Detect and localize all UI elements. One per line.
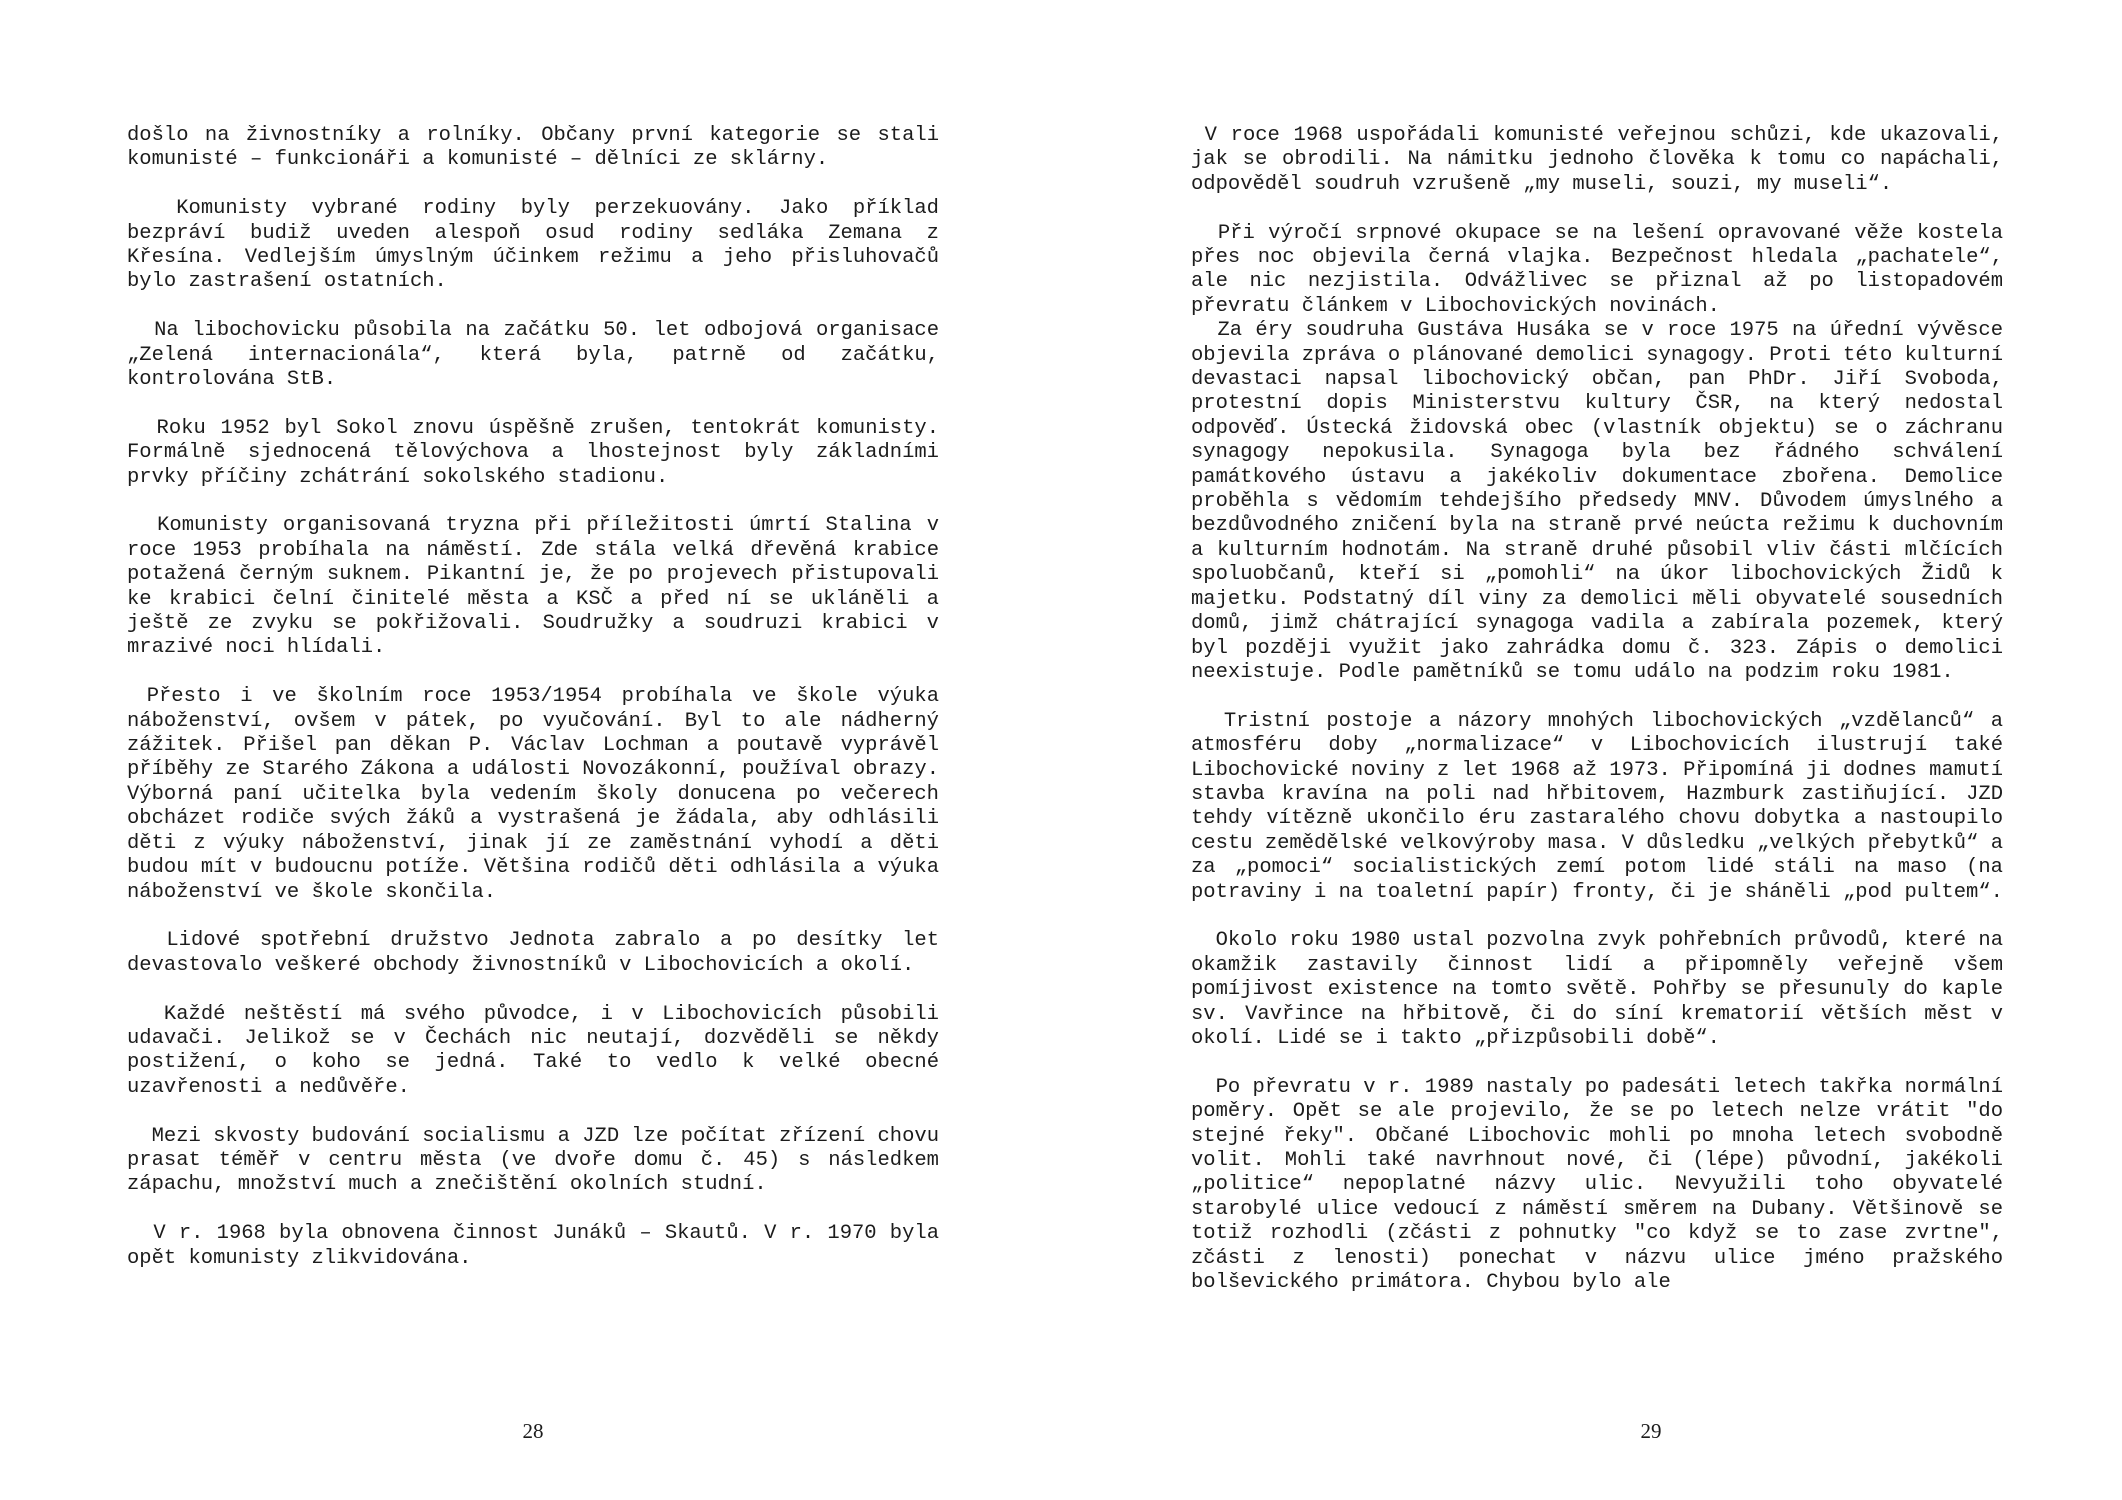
paragraph: V r. 1968 byla obnovena činnost Junáků – Skautů. V r. 1970 byla opět komunisty zlikvidována. xyxy=(127,1222,939,1270)
page-number: 28 xyxy=(522,1419,544,1443)
paragraph: došlo na živnostníky a rolníky. Občany první kategorie se stali komunisté – funkcionáři a komunisté – dělníci ze sklárny. xyxy=(127,124,939,172)
paragraph: Roku 1952 byl Sokol znovu úspěšně zrušen, tentokrát komunisty. Formálně sjednocená tělovýchova a lhostejnost byly základními prvky příčiny zchátrání sokolského stadionu. xyxy=(127,416,939,489)
paragraph: Okolo roku 1980 ustal pozvolna zvyk pohřebních průvodů, které na okamžik zastavily činnost lidí a připomněly veřejně všem pomíjivost existence na tomto světě. Pohřby se přesunuly do kaple sv. Vavřince na hřbitově, či do síní krematorií větších měst v okolí. Lidé se i takto „přizpůsobili době“. xyxy=(1191,929,2003,1050)
paragraph: Přesto i ve školním roce 1953/1954 probíhala ve škole výuka náboženství, ovšem v pátek, po vyučování. Byl to ale nádherný zážitek. Přišel pan děkan P. Václav Lochman a poutavě vyprávěl příběhy ze Starého Zákona a události Novozákonní, používal obrazy. Výborná paní učitelka byla vedením školy donucena po večerech obcházet rodiče svých žáků a vystrašená je žádala, aby odhlásili děti z výuky náboženství, jinak jí ze zaměstnání vyhodí a děti budou mít v budoucnu potíže. Většina rodičů děti odhlásila a výuka náboženství ve škole skončila. xyxy=(127,685,939,904)
page-number: 29 xyxy=(1640,1419,1662,1443)
paragraph: Mezi skvosty budování socialismu a JZD lze počítat zřízení chovu prasat téměř v centru města (ve dvoře domu č. 45) s následkem zápachu, množství much a znečištění okolních studní. xyxy=(127,1124,939,1197)
paragraph: Tristní postoje a názory mnohých libochovických „vzdělanců“ a atmosféru doby „normalizace“ v Libochovicích ilustrují také Libochovické noviny z let 1968 až 1973. Připomíná ji dodnes mamutí stavba kravína na poli nad hřbitovem, Hazmburk zastiňující. JZD tehdy vítězně ukončilo éru zastaralého chovu dobytka a nastoupilo cestu zemědělské velkovýroby masa. V důsledku „velkých přebytků“ a za „pomoci“ socialistických zemí potom lidé stáli na maso (na potraviny i na toaletní papír) fronty, či je sháněli „pod pultem“. xyxy=(1191,709,2003,904)
right-page xyxy=(1061,0,2122,1500)
paragraph: Po převratu v r. 1989 nastaly po padesáti letech takřka normální poměry. Opět se ale projevilo, že se po letech nelze vrátit "do stejné řeky". Občané Libochovic mohli po mnoha letech svobodně volit. Mohli také navrhnout nové, či (lépe) původní, jakékoli „politice“ nepoplatné názvy ulic. Nevyužili toho obyvatelé starobylé ulice vedoucí z náměstí směrem na Dubany. Většinově se totiž rozhodli (zčásti z pohnutky "co když se to zase zvrtne", zčásti z lenosti) ponechat v názvu ulice jméno pražského bolševického primátora. Chybou bylo ale xyxy=(1191,1075,2003,1295)
paragraph: Na libochovicku působila na začátku 50. let odbojová organisace „Zelená internacionála“, která byla, patrně od začátku, kontrolována StB. xyxy=(127,319,939,392)
paragraph: Komunisty vybrané rodiny byly perzekuovány. Jako příklad bezpráví budiž uveden alespoň osud rodiny sedláka Zemana z Křesína. Vedlejším úmyslným účinkem režimu a jeho přisluhovačů bylo zastrašení ostatních. xyxy=(127,197,939,294)
paragraph: V roce 1968 uspořádali komunisté veřejnou schůzi, kde ukazovali, jak se obrodili. Na námitku jednoho člověka k tomu co napáchali, odpověděl soudruh vzrušeně „my museli, souzi, my museli“. xyxy=(1191,124,2003,196)
paragraph: Každé neštěstí má svého původce, i v Libochovicích působili udavači. Jelikož se v Čechách nic neutají, dozvěděli se někdy postižení, o koho se jedná. Také to vedlo k velké obecné uzavřenosti a nedůvěře. xyxy=(127,1002,939,1099)
paragraph: Lidové spotřební družstvo Jednota zabralo a po desítky let devastovalo veškeré obchody živnostníků v Libochovicích a okolí. xyxy=(127,929,939,977)
left-page-text-column xyxy=(127,124,939,1271)
paragraph: Komunisty organisovaná tryzna při příležitosti úmrtí Stalina v roce 1953 probíhala na náměstí. Zde stála velká dřevěná krabice potažená černým suknem. Pikantní je, že po projevech přistupovali ke krabici čelní činitelé města a KSČ a před ní se ukláněli a ještě ze zvyku se pokřižovali. Soudružky a soudruzi krabici v mrazivé noci hlídali. xyxy=(127,514,939,660)
right-page-text-column xyxy=(1191,124,2003,1295)
paragraph: Za éry soudruha Gustáva Husáka se v roce 1975 na úřední vývěsce objevila zpráva o plánované demolici synagogy. Proti této kulturní devastaci napsal libochovický občan, pan PhDr. Jiří Svoboda, protestní dopis Ministerstvu kultury ČSR, na který nedostal odpověď. Ústecká židovská obec (vlastník objektu) se o záchranu synagogy nepokusila. Synagoga byla bez řádného schválení památkového ústavu a jakékoliv dokumentace zbořena. Demolice proběhla s vědomím tehdejšího předsedy MNV. Důvodem úmyslného a bezdůvodného zničení byla na straně prvé neúcta režimu k duchovním a kulturním hodnotám. Na straně druhé působil vliv části mlčících spoluobčanů, kteří si „pomohli“ na úkor libochovických Židů k majetku. Podstatný díl viny za demolici měli obyvatelé sousedních domů, jimž chátrající synagoga vadila a zabírala pozemek, který byl později využit jako zahrádka domu č. 323. Zápis o demolici neexistuje. Podle pamětníků se tomu událo na podzim roku 1981. xyxy=(1191,319,2003,684)
paragraph: Při výročí srpnové okupace se na lešení opravované věže kostela přes noc objevila černá vlajka. Bezpečnost hledala „pachatele“, ale nic nezjistila. Odvážlivec se přiznal až po listopadovém převratu článkem v Libochovických novinách. xyxy=(1191,221,2003,318)
